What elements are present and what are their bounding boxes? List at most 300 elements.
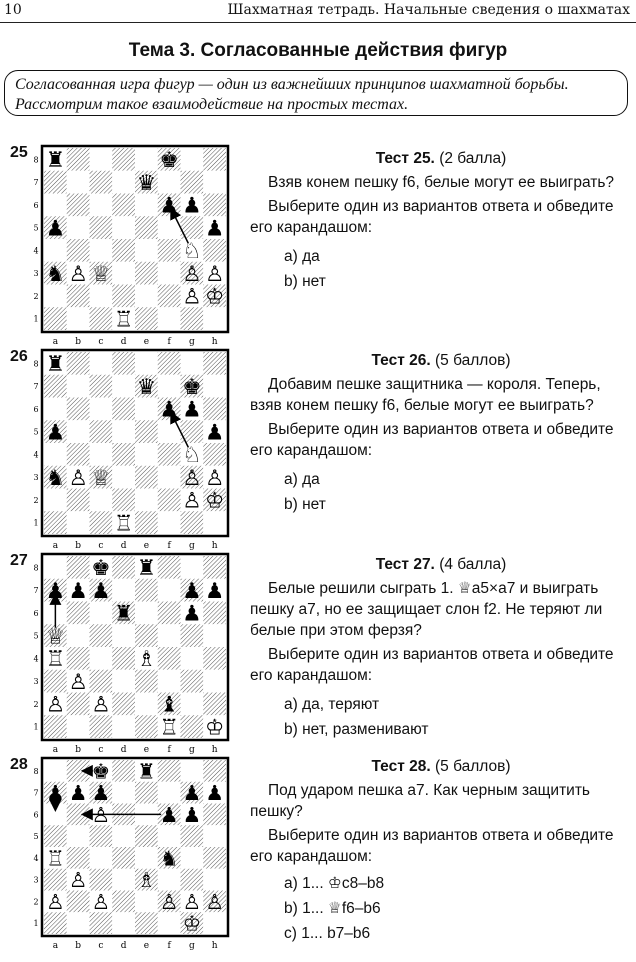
board-square <box>112 194 135 217</box>
black-pawn-icon: ♟ <box>45 216 66 242</box>
chess-board <box>30 348 230 552</box>
board-square <box>203 847 226 869</box>
board-square <box>112 262 135 285</box>
board-square <box>67 647 90 670</box>
white-pawn-icon: ♙ <box>159 889 179 914</box>
board-square <box>135 307 158 330</box>
file-label: d <box>120 541 127 551</box>
intro-box <box>4 70 628 116</box>
white-pawn-icon: ♙ <box>182 465 202 491</box>
rank-label: 8 <box>33 155 39 165</box>
board-square <box>67 489 90 512</box>
board-square <box>67 715 90 738</box>
instruction-text: Выберите один из вариантов ответа и обведите его карандашом: <box>250 198 614 236</box>
board-square <box>67 307 90 330</box>
file-label: a <box>52 745 59 755</box>
board-square <box>158 262 181 285</box>
file-label: b <box>75 337 82 347</box>
board-square <box>181 171 204 194</box>
board-square <box>44 489 67 512</box>
board-square <box>67 420 90 443</box>
board-square <box>158 489 181 512</box>
board-square <box>90 825 113 847</box>
white-queen-icon: ♕ <box>91 261 111 287</box>
board-square <box>44 912 67 934</box>
file-label: a <box>52 337 59 347</box>
board-square <box>181 647 204 670</box>
board-square <box>44 239 67 262</box>
rank-label: 4 <box>33 246 39 256</box>
diagram-27 <box>8 552 230 758</box>
board-square <box>67 825 90 847</box>
rank-label: 4 <box>33 450 39 460</box>
board-square <box>203 148 226 171</box>
black-knight-icon: ♞ <box>159 846 179 871</box>
board-square <box>112 489 135 512</box>
board-square <box>112 912 135 934</box>
diagram-number: 25 <box>10 144 28 161</box>
board-square <box>158 511 181 534</box>
rank-label: 7 <box>33 178 39 188</box>
white-queen-icon: ♕ <box>91 465 111 491</box>
white-pawn-icon: ♙ <box>68 868 88 893</box>
test-title-line <box>250 148 632 169</box>
white-pawn-icon: ♙ <box>91 802 111 827</box>
answer-option[interactable]: b) 1... ♕f6–b6 <box>284 900 381 917</box>
black-rook-icon: ♜ <box>45 148 66 174</box>
board-square <box>181 148 204 171</box>
white-king-icon: ♔ <box>204 488 225 514</box>
board-square <box>90 216 113 239</box>
black-pawn-icon: ♟ <box>182 397 202 423</box>
board-square <box>90 624 113 647</box>
black-knight-icon: ♞ <box>45 465 66 491</box>
board-square <box>158 647 181 670</box>
board-square <box>203 624 226 647</box>
answer-option[interactable]: b) нет <box>284 496 326 513</box>
board-square <box>67 285 90 308</box>
board-square <box>67 912 90 934</box>
test-title-line <box>250 350 632 371</box>
rank-label: 7 <box>33 788 39 798</box>
board-square <box>203 239 226 262</box>
answer-option[interactable]: c) 1... b7–b6 <box>284 925 371 942</box>
file-label: f <box>167 941 171 951</box>
rank-label: 6 <box>33 200 39 210</box>
black-rook-icon: ♜ <box>113 601 134 627</box>
board-square <box>135 847 158 869</box>
file-label: f <box>167 337 171 347</box>
board-square <box>67 239 90 262</box>
board-square <box>44 869 67 891</box>
black-bishop-icon: ♝ <box>159 692 179 718</box>
question-text: Добавим пешке защитника — короля. Теперь, взяв конем пешку f6, белые могут ее выиграть? <box>250 376 601 414</box>
test-points: (5 баллов) <box>434 352 511 369</box>
board-square <box>181 352 204 375</box>
board-square <box>158 352 181 375</box>
white-rook-icon: ♖ <box>45 647 66 673</box>
board-square <box>112 466 135 489</box>
file-label: h <box>211 541 218 551</box>
board-square <box>203 375 226 398</box>
rank-label: 4 <box>33 654 39 664</box>
board-square <box>203 670 226 693</box>
board-square <box>135 579 158 602</box>
board-square <box>90 148 113 171</box>
board-square <box>112 398 135 421</box>
board-square <box>112 239 135 262</box>
board-square <box>203 443 226 466</box>
board-square <box>112 670 135 693</box>
board-square <box>90 602 113 625</box>
black-pawn-icon: ♟ <box>182 802 202 827</box>
board-square <box>67 891 90 913</box>
board-square <box>90 171 113 194</box>
rank-label: 7 <box>33 586 39 596</box>
white-knight-icon: ♘ <box>182 443 202 469</box>
file-label: h <box>211 941 218 951</box>
running-title: Шахматная тетрадь. Начальные сведения о шахматах <box>227 2 630 18</box>
board-square <box>135 782 158 804</box>
rank-label: 3 <box>33 875 39 885</box>
rank-label: 6 <box>33 404 39 414</box>
board-square <box>67 216 90 239</box>
board-square <box>90 307 113 330</box>
black-queen-icon: ♛ <box>136 170 157 196</box>
file-label: c <box>98 337 104 347</box>
file-label: c <box>98 745 104 755</box>
board-square <box>112 782 135 804</box>
board-square <box>135 715 158 738</box>
file-label: h <box>211 745 218 755</box>
board-square <box>158 670 181 693</box>
board-square <box>158 624 181 647</box>
diagram-number: 28 <box>10 756 28 773</box>
board-square <box>203 602 226 625</box>
white-pawn-icon: ♙ <box>204 465 225 491</box>
black-pawn-icon: ♟ <box>45 578 66 604</box>
file-label: e <box>143 745 150 755</box>
board-square <box>67 624 90 647</box>
test-title-line <box>250 756 632 777</box>
black-pawn-icon: ♟ <box>46 781 65 806</box>
black-pawn-icon: ♟ <box>182 193 202 219</box>
board-square <box>112 420 135 443</box>
white-queen-icon: ♕ <box>45 624 66 650</box>
board-square <box>90 375 113 398</box>
rank-label: 1 <box>33 919 39 929</box>
topic-title: Тема 3. Согласованные действия фигур <box>128 40 508 61</box>
black-pawn-icon: ♟ <box>182 601 202 627</box>
board-square <box>112 443 135 466</box>
board-square <box>181 670 204 693</box>
file-label: e <box>143 541 150 551</box>
board-square <box>90 670 113 693</box>
black-king-icon: ♚ <box>91 759 111 784</box>
board-square <box>158 602 181 625</box>
file-label: d <box>120 337 127 347</box>
rank-label: 1 <box>33 722 39 732</box>
board-square <box>158 869 181 891</box>
board-square <box>135 262 158 285</box>
board-square <box>158 466 181 489</box>
rank-label: 2 <box>33 699 39 709</box>
answer-option[interactable]: а) 1... ♔c8–b8 <box>284 875 385 892</box>
board-square <box>203 352 226 375</box>
white-rook-icon: ♖ <box>113 307 134 333</box>
chess-board <box>30 756 230 952</box>
black-pawn-icon: ♟ <box>45 420 66 446</box>
black-pawn-icon: ♟ <box>159 193 179 219</box>
white-rook-icon: ♖ <box>46 846 65 871</box>
white-pawn-icon: ♙ <box>182 889 202 914</box>
board-square <box>44 171 67 194</box>
board-square <box>203 171 226 194</box>
answer-option[interactable]: b) нет, разменивают <box>284 721 429 738</box>
file-label: a <box>52 541 59 551</box>
board-square <box>90 912 113 934</box>
white-king-icon: ♔ <box>182 911 202 936</box>
white-pawn-icon: ♙ <box>182 284 202 310</box>
question-text: Под ударом пешка a7. Как черным защитить пешку? <box>250 782 591 820</box>
test-title: Тест 26. <box>371 352 431 369</box>
board-square <box>135 693 158 716</box>
file-label: g <box>188 941 195 951</box>
page-number: 10 <box>4 2 22 18</box>
white-pawn-icon: ♙ <box>46 889 65 914</box>
board-square <box>203 760 226 782</box>
board-square <box>90 489 113 512</box>
rank-label: 8 <box>33 766 39 776</box>
board-square <box>181 715 204 738</box>
board-square <box>112 352 135 375</box>
board-square <box>158 782 181 804</box>
board-square <box>181 624 204 647</box>
board-square <box>112 825 135 847</box>
board-square <box>112 693 135 716</box>
answer-option[interactable]: а) да, теряют <box>284 696 380 713</box>
board-square <box>181 869 204 891</box>
rank-label: 5 <box>33 223 39 233</box>
board-square <box>112 216 135 239</box>
board-square <box>67 847 90 869</box>
board-square <box>44 307 67 330</box>
board-square <box>135 352 158 375</box>
board-square <box>90 443 113 466</box>
board-square <box>158 171 181 194</box>
board-square <box>90 869 113 891</box>
rank-label: 3 <box>33 473 39 483</box>
white-pawn-icon: ♙ <box>68 669 88 695</box>
board-square <box>44 670 67 693</box>
test-points: (4 балла) <box>439 556 507 573</box>
board-square <box>44 825 67 847</box>
board-square <box>112 869 135 891</box>
rank-label: 5 <box>33 427 39 437</box>
board-square <box>181 760 204 782</box>
board-square <box>90 715 113 738</box>
test-title: Тест 27. <box>375 556 435 573</box>
file-label: b <box>75 745 82 755</box>
file-label: g <box>188 337 195 347</box>
white-pawn-icon: ♙ <box>182 261 202 287</box>
board-square <box>181 511 204 534</box>
file-label: d <box>120 745 127 755</box>
white-pawn-icon: ♙ <box>68 465 88 491</box>
board-square <box>90 398 113 421</box>
board-square <box>112 556 135 579</box>
file-label: h <box>211 337 218 347</box>
black-pawn-icon: ♟ <box>182 578 202 604</box>
board-square <box>135 194 158 217</box>
board-square <box>158 285 181 308</box>
test-title: Тест 25. <box>375 150 435 167</box>
white-king-icon: ♔ <box>204 715 225 741</box>
rank-label: 1 <box>33 314 39 324</box>
board-square <box>90 847 113 869</box>
board-square <box>203 804 226 826</box>
board-square <box>158 239 181 262</box>
rank-label: 4 <box>33 853 39 863</box>
board-square <box>181 825 204 847</box>
board-square <box>203 307 226 330</box>
black-knight-icon: ♞ <box>45 261 66 287</box>
board-square <box>135 398 158 421</box>
rank-label: 2 <box>33 897 39 907</box>
diagram-25 <box>8 144 230 350</box>
board-square <box>158 375 181 398</box>
file-label: g <box>188 541 195 551</box>
white-knight-icon: ♘ <box>182 239 202 265</box>
board-square <box>44 194 67 217</box>
board-square <box>112 624 135 647</box>
question-text: Взяв конем пешку f6, белые могут ее выиграть? <box>268 174 615 191</box>
rank-label: 6 <box>33 608 39 618</box>
board-square <box>90 352 113 375</box>
test-points: (2 балла) <box>439 150 507 167</box>
board-square <box>112 375 135 398</box>
board-square <box>203 556 226 579</box>
board-square <box>90 511 113 534</box>
file-label: e <box>143 941 150 951</box>
board-square <box>112 148 135 171</box>
board-square <box>135 148 158 171</box>
black-king-icon: ♚ <box>91 556 111 582</box>
board-square <box>135 624 158 647</box>
board-square <box>135 420 158 443</box>
black-pawn-icon: ♟ <box>159 802 179 827</box>
rank-label: 3 <box>33 677 39 687</box>
file-label: c <box>98 541 104 551</box>
board-square <box>67 556 90 579</box>
board-square <box>203 194 226 217</box>
white-pawn-icon: ♙ <box>182 488 202 514</box>
white-pawn-icon: ♙ <box>205 889 224 914</box>
board-square <box>203 825 226 847</box>
board-square <box>158 556 181 579</box>
board-square <box>135 891 158 913</box>
file-label: a <box>52 941 59 951</box>
file-label: b <box>75 941 82 951</box>
question-text: Белые решили сыграть 1. ♕a5×a7 и выиграть пешку a7, но ее защищает слон f2. Не теряют ли белые при этом ферзя? <box>250 580 603 639</box>
board-square <box>135 443 158 466</box>
board-square <box>67 352 90 375</box>
black-king-icon: ♚ <box>182 374 202 400</box>
instruction-text: Выберите один из вариантов ответа и обведите его карандашом: <box>250 421 614 459</box>
white-pawn-icon: ♙ <box>91 692 111 718</box>
board-square <box>181 556 204 579</box>
board-square <box>44 760 67 782</box>
rank-label: 7 <box>33 382 39 392</box>
board-square <box>44 511 67 534</box>
board-square <box>44 375 67 398</box>
black-pawn-icon: ♟ <box>205 781 224 806</box>
board-square <box>203 912 226 934</box>
diagram-number: 27 <box>10 552 28 569</box>
file-label: f <box>167 541 171 551</box>
board-square <box>90 420 113 443</box>
board-square <box>181 693 204 716</box>
black-pawn-icon: ♟ <box>91 781 111 806</box>
board-square <box>112 579 135 602</box>
test-27 <box>250 554 632 744</box>
rank-label: 1 <box>33 518 39 528</box>
instruction-text: Выберите один из вариантов ответа и обведите его карандашом: <box>250 646 614 684</box>
white-rook-icon: ♖ <box>113 511 134 537</box>
board-square <box>158 825 181 847</box>
rank-label: 2 <box>33 291 39 301</box>
board-square <box>44 285 67 308</box>
board-square <box>112 285 135 308</box>
file-label: e <box>143 337 150 347</box>
rank-label: 8 <box>33 563 39 573</box>
diagram-28 <box>8 756 230 962</box>
board-square <box>135 239 158 262</box>
board-square <box>112 847 135 869</box>
board-square <box>158 307 181 330</box>
board-square <box>203 647 226 670</box>
black-rook-icon: ♜ <box>45 352 66 378</box>
board-square <box>90 285 113 308</box>
answer-option[interactable]: а) да <box>284 471 320 488</box>
black-rook-icon: ♜ <box>137 759 156 784</box>
board-square <box>203 869 226 891</box>
black-pawn-icon: ♟ <box>204 420 225 446</box>
board-square <box>135 216 158 239</box>
white-pawn-icon: ♙ <box>68 261 88 287</box>
rank-label: 6 <box>33 810 39 820</box>
board-square <box>44 398 67 421</box>
answer-option[interactable]: b) нет <box>284 273 326 290</box>
rank-label: 2 <box>33 495 39 505</box>
file-label: f <box>167 745 171 755</box>
black-pawn-icon: ♟ <box>204 216 225 242</box>
board-square <box>67 511 90 534</box>
board-square <box>112 715 135 738</box>
board-square <box>112 891 135 913</box>
answer-option[interactable]: а) да <box>284 248 320 265</box>
chess-board <box>30 144 230 348</box>
white-bishop-icon: ♗ <box>137 868 156 893</box>
file-label: d <box>120 941 127 951</box>
black-rook-icon: ♜ <box>136 556 157 582</box>
board-square <box>44 556 67 579</box>
board-square <box>135 489 158 512</box>
white-pawn-icon: ♙ <box>204 261 225 287</box>
board-square <box>158 760 181 782</box>
board-square <box>203 511 226 534</box>
white-king-icon: ♔ <box>204 284 225 310</box>
